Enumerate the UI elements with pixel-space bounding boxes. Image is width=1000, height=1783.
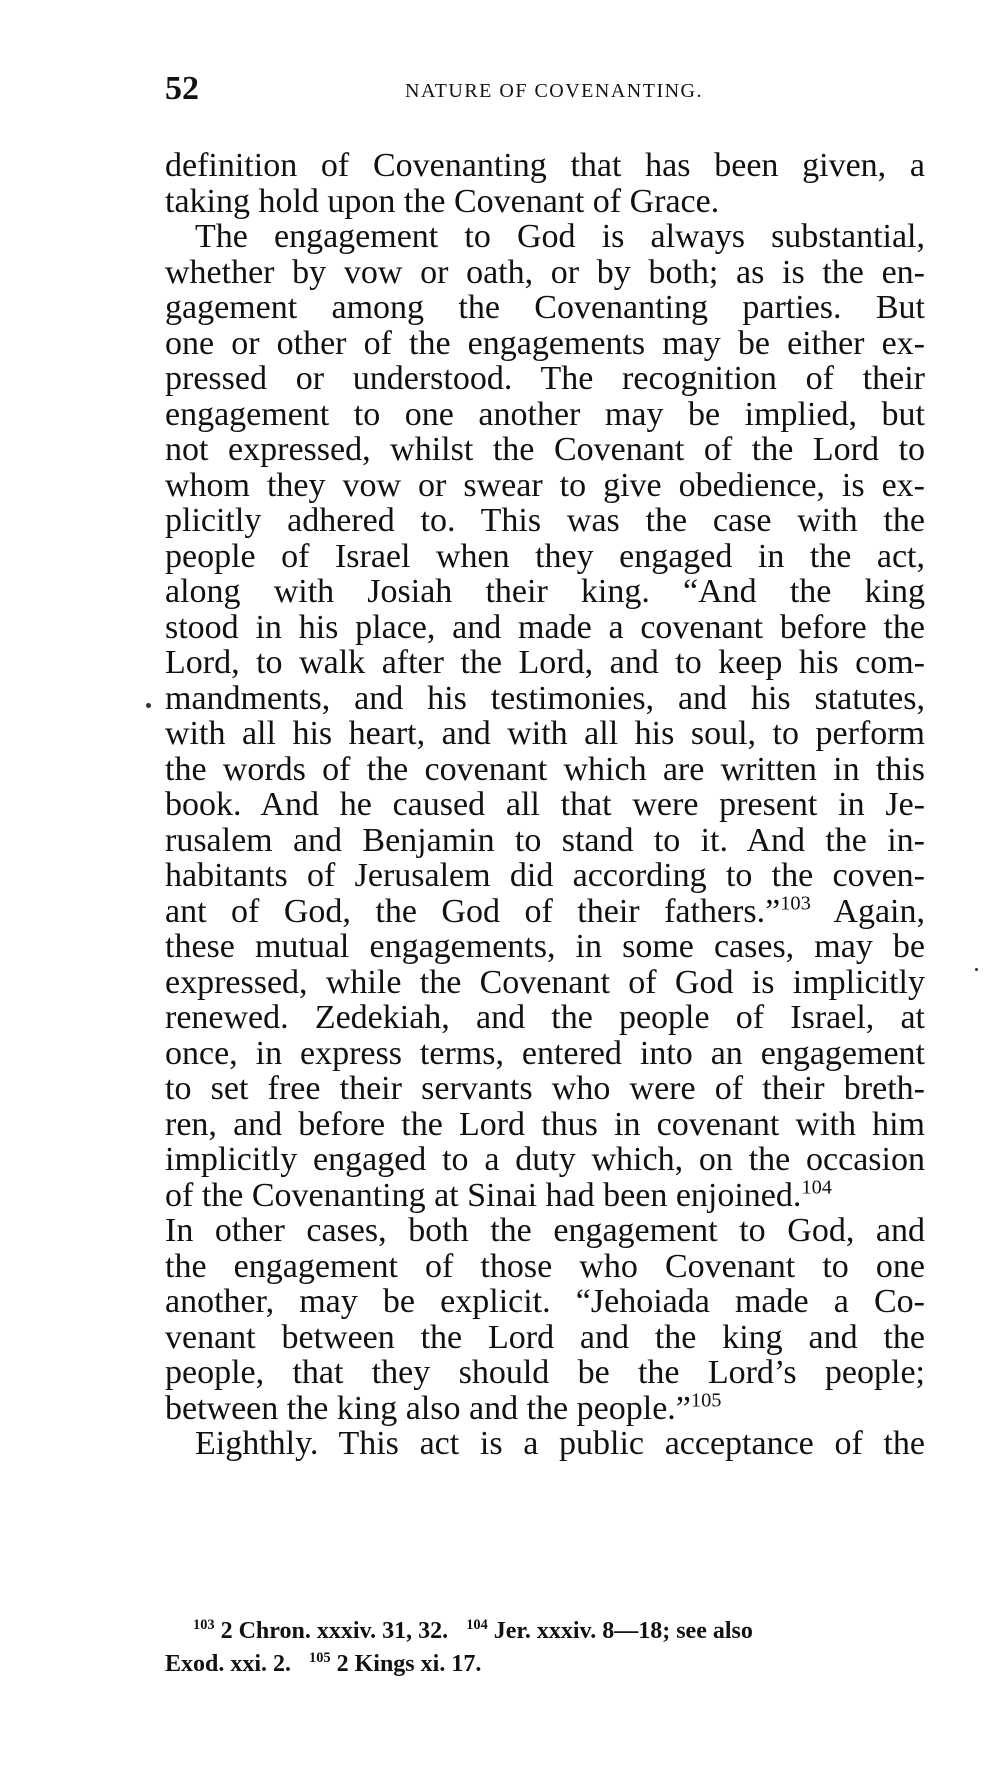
text-line: pressed or understood. The recognition of their <box>165 360 925 397</box>
text-line: engagement to one another may be implied, but <box>165 395 925 433</box>
footnote-text-104-continued: Exod. xxi. 2. <box>165 1651 292 1677</box>
text-line-with-ref <box>165 1391 925 1427</box>
text-line: In other cases, both the engagement to God, and <box>165 1212 925 1249</box>
text-line: whom they vow or swear to give obedience, is ex- <box>165 466 925 504</box>
page-number: 52 <box>165 70 199 107</box>
text-line: not expressed, whilst the Covenant of the Lord to <box>165 431 925 468</box>
text-segment: of the Covenanting at Sinai had been enjoined. <box>165 1176 802 1214</box>
paragraph-start-line: The engagement to God is always substantial, <box>195 218 925 255</box>
paragraph-start-line: Eighthly. This act is a public acceptance of the <box>195 1425 925 1462</box>
text-line: people, that they should be the Lord’s people; <box>165 1354 925 1391</box>
text-line: renewed. Zedekiah, and the people of Israel, at <box>165 999 925 1036</box>
text-line: taking hold upon the Covenant of Grace. <box>165 182 720 220</box>
text-line: ren, and before the Lord thus in covenant with him <box>165 1105 925 1143</box>
footnote-text-105: 2 Kings xi. 17. <box>336 1651 482 1677</box>
text-line: implicitly engaged to a duty which, on the occasion <box>165 1141 925 1178</box>
footnote-line <box>165 1648 925 1681</box>
footnote-text-104: Jer. xxxiv. 8—18; see also <box>493 1618 753 1644</box>
text-line: stood in his place, and made a covenant before the <box>165 608 925 646</box>
margin-speck <box>146 703 151 708</box>
text-segment: ant of God, the God of their fathers.” <box>165 892 781 930</box>
text-line-with-ref <box>165 894 925 930</box>
text-line: gagement among the Covenanting parties. But <box>165 289 925 326</box>
text-line: venant between the Lord and the king and the <box>165 1318 925 1356</box>
text-line: the engagement of those who Covenant to one <box>165 1247 925 1285</box>
text-line: along with Josiah their king. “And the king <box>165 573 925 610</box>
margin-speck <box>975 968 978 971</box>
text-line: expressed, while the Covenant of God is implicitly <box>165 963 925 1001</box>
text-line: plicitly adhered to. This was the case with the <box>165 502 925 539</box>
text-line: the words of the covenant which are written in this <box>165 750 925 788</box>
footnote-text-103: 2 Chron. xxxiv. 31, 32. <box>220 1618 449 1644</box>
text-line: whether by vow or oath, or by both; as is the en- <box>165 253 925 291</box>
text-line: Lord, to walk after the Lord, and to keep his com- <box>165 644 925 681</box>
footnote-ref-103: 103 <box>780 892 811 915</box>
footnotes <box>165 1615 925 1681</box>
text-line: rusalem and Benjamin to stand to it. And the in- <box>165 821 925 859</box>
footnote-number-103: 103 <box>193 1617 215 1633</box>
text-line: these mutual engagements, in some cases, may be <box>165 928 925 965</box>
footnote-number-104: 104 <box>466 1617 488 1633</box>
text-line: book. And he caused all that were present in Je- <box>165 786 925 823</box>
text-line: one or other of the engagements may be either ex- <box>165 324 925 362</box>
text-segment: Again, <box>833 892 925 930</box>
text-line: mandments, and his testimonies, and his statutes, <box>165 679 925 717</box>
body-text <box>165 148 925 1462</box>
page-header <box>165 70 865 110</box>
text-line: people of Israel when they engaged in the act, <box>165 537 925 575</box>
text-line: habitants of Jerusalem did according to the coven- <box>165 857 925 894</box>
text-line: another, may be explicit. “Jehoiada made a Co- <box>165 1283 925 1320</box>
text-line: with all his heart, and with all his soul, to perform <box>165 715 925 752</box>
text-segment: between the king also and the people.” <box>165 1389 691 1427</box>
text-line-with-ref <box>165 1178 925 1214</box>
footnote-line <box>165 1615 925 1648</box>
footnote-number-105: 105 <box>309 1650 331 1666</box>
text-line: once, in express terms, entered into an engagement <box>165 1034 925 1072</box>
text-line: definition of Covenanting that has been given, a <box>165 147 925 184</box>
text-line: to set free their servants who were of their breth- <box>165 1070 925 1107</box>
footnote-ref-104: 104 <box>801 1176 832 1199</box>
running-head: NATURE OF COVENANTING. <box>405 80 703 102</box>
footnote-ref-105: 105 <box>690 1389 722 1412</box>
